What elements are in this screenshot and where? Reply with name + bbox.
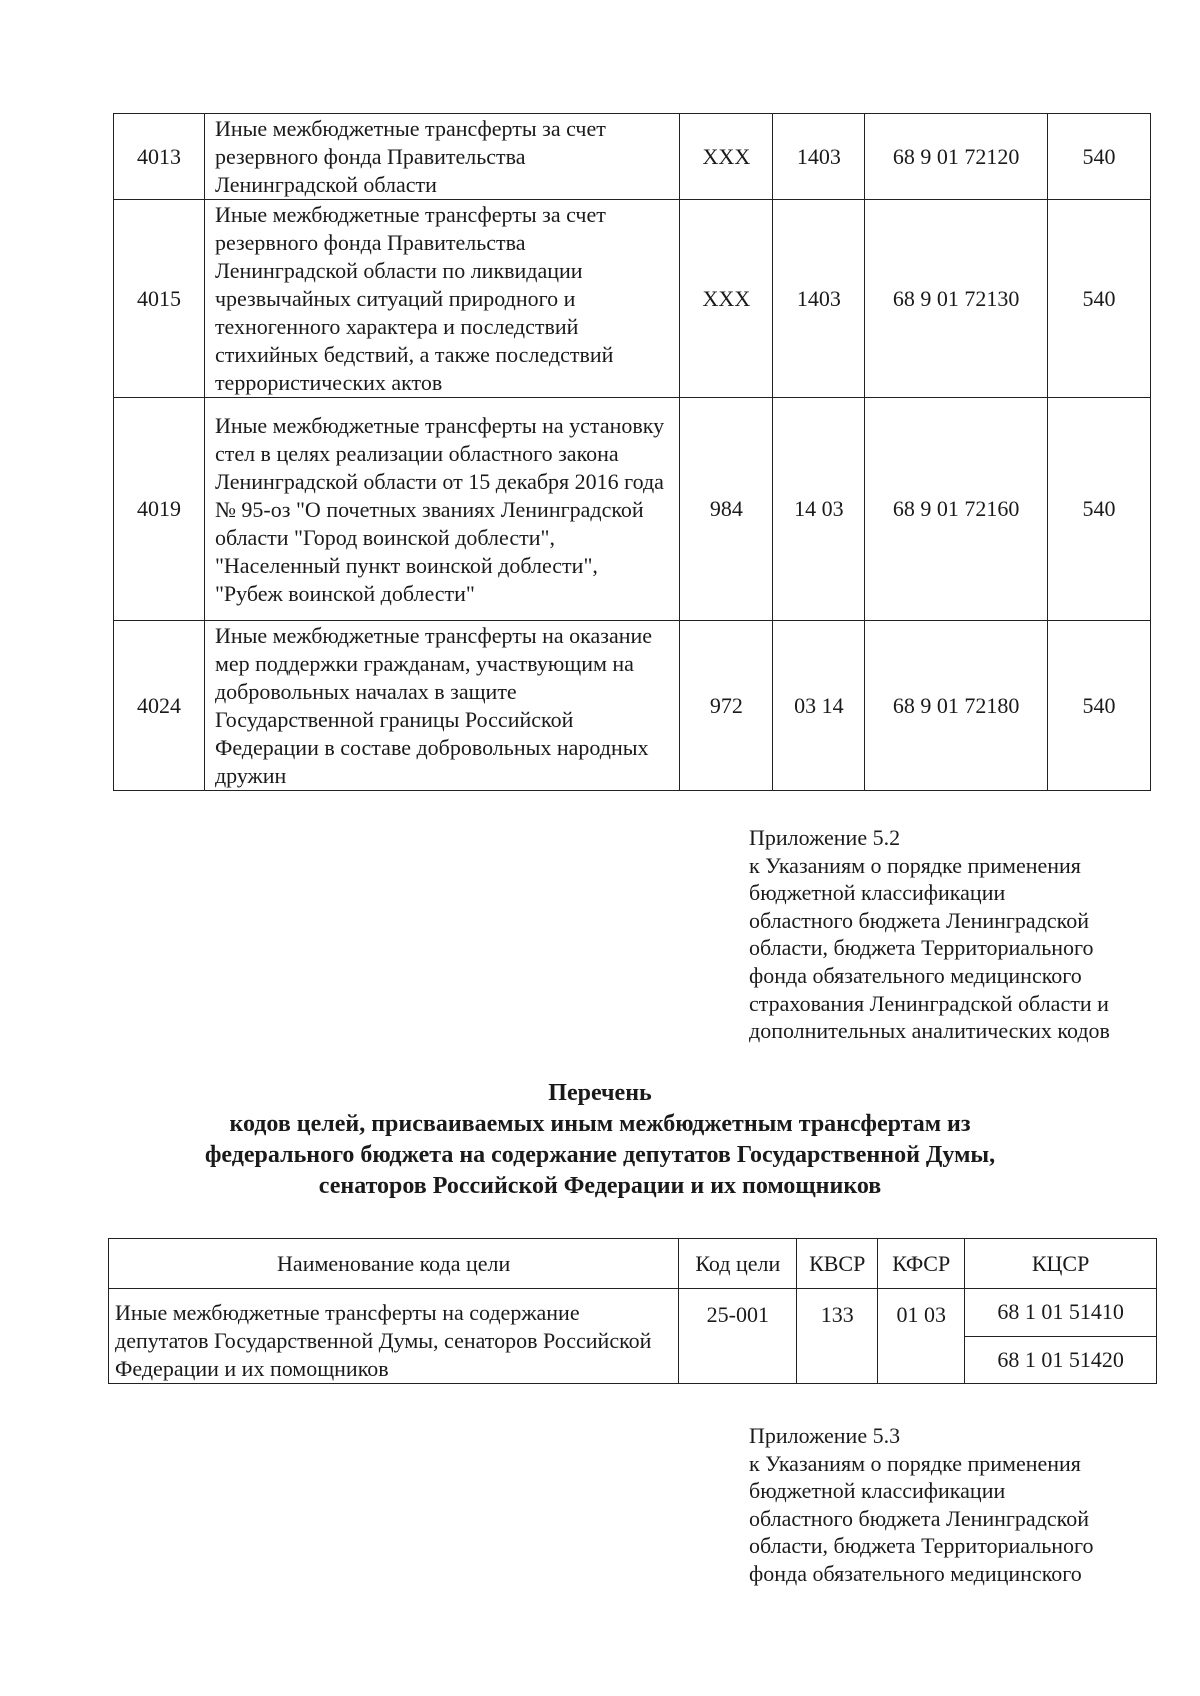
table-row <box>114 200 1151 398</box>
goal-name: Иные межбюджетные трансферты на содержание депутатов Государственной Думы, сенаторов Российской Федерации и их помощников <box>109 1289 679 1384</box>
title-line: федерального бюджета на содержание депутатов Государственной Думы, <box>204 1142 996 1168</box>
row-grbs: 984 <box>680 398 773 621</box>
appendix-line: области, бюджета Территориального <box>749 1533 1094 1559</box>
goal-kfsr: 01 03 <box>878 1289 965 1384</box>
appendix-line: бюджетной классификации <box>749 1478 1006 1504</box>
header-kvsr: КВСР <box>797 1239 878 1289</box>
goal-kvsr: 133 <box>797 1289 878 1384</box>
appendix-line: фонда обязательного медицинского <box>749 962 1082 988</box>
row-code: 4015 <box>114 200 205 398</box>
appendix-line: дополнительных аналитических кодов <box>749 1018 1110 1044</box>
transfers-table <box>113 113 1151 791</box>
row-rzpr: 03 14 <box>773 621 865 791</box>
header-kcsr: КЦСР <box>965 1239 1157 1289</box>
row-grbs: XXX <box>680 114 773 200</box>
appendix-line: Приложение 5.3 <box>749 1423 901 1448</box>
goal-code: 25-001 <box>679 1289 797 1384</box>
table-row <box>109 1289 1157 1337</box>
row-grbs: 972 <box>680 621 773 791</box>
appendix-line: страхования Ленинградской области и <box>749 990 1109 1016</box>
appendix-line: бюджетной классификации <box>749 880 1006 906</box>
header-goal-code: Код цели <box>679 1239 797 1289</box>
row-rzpr: 1403 <box>773 200 865 398</box>
row-code: 4024 <box>114 621 205 791</box>
title-line: кодов целей, присваиваемых иным межбюджетным трансфертам из <box>229 1111 971 1137</box>
table-row <box>114 114 1151 200</box>
row-name: Иные межбюджетные трансферты на оказание мер поддержки гражданам, участвующим на добровольных началах в защите Государственной границы Российской Федерации в составе добровольных народных дружин <box>204 621 679 791</box>
row-csr: 68 9 01 72120 <box>865 114 1048 200</box>
row-csr: 68 9 01 72130 <box>865 200 1048 398</box>
row-rzpr: 14 03 <box>773 398 865 621</box>
table-row <box>114 398 1151 621</box>
row-vr: 540 <box>1048 200 1151 398</box>
goal-kcsr: 68 1 01 51420 <box>965 1336 1157 1384</box>
row-code: 4013 <box>114 114 205 200</box>
title-line: сенаторов Российской Федерации и их помощников <box>318 1173 882 1199</box>
goal-kcsr: 68 1 01 51410 <box>965 1289 1157 1337</box>
section-title <box>100 1078 1100 1202</box>
goal-codes-table <box>108 1238 1157 1384</box>
appendix-line: Приложение 5.2 <box>749 825 901 850</box>
appendix-line: области, бюджета Территориального <box>749 935 1094 961</box>
appendix-line: фонда обязательного медицинского <box>749 1560 1082 1586</box>
appendix-5-2-header <box>749 824 1169 1045</box>
row-vr: 540 <box>1048 621 1151 791</box>
row-rzpr: 1403 <box>773 114 865 200</box>
row-name: Иные межбюджетные трансферты за счет резервного фонда Правительства Ленинградской области <box>204 114 679 200</box>
appendix-line: областного бюджета Ленинградской <box>749 907 1089 933</box>
header-kfsr: КФСР <box>878 1239 965 1289</box>
title-line: Перечень <box>548 1080 652 1106</box>
header-name: Наименование кода цели <box>109 1239 679 1289</box>
appendix-line: к Указаниям о порядке применения <box>749 852 1081 878</box>
row-code: 4019 <box>114 398 205 621</box>
row-grbs: XXX <box>680 200 773 398</box>
appendix-line: областного бюджета Ленинградской <box>749 1505 1089 1531</box>
table-header-row <box>109 1239 1157 1289</box>
appendix-line: к Указаниям о порядке применения <box>749 1450 1081 1476</box>
row-vr: 540 <box>1048 114 1151 200</box>
row-name: Иные межбюджетные трансферты на установку стел в целях реализации областного закона Ленинградской области от 15 декабря 2016 года № 95-оз "О почетных званиях Ленинградской области "Город воинской доблести", "Населенный пункт воинской доблести", "Рубеж воинской доблести" <box>204 398 679 621</box>
row-csr: 68 9 01 72180 <box>865 621 1048 791</box>
table-row <box>114 621 1151 791</box>
row-name: Иные межбюджетные трансферты за счет резервного фонда Правительства Ленинградской области по ликвидации чрезвычайных ситуаций природного и техногенного характера и последствий стихийных бедствий, а также последствий террористических актов <box>204 200 679 398</box>
appendix-5-3-header <box>749 1422 1169 1588</box>
row-vr: 540 <box>1048 398 1151 621</box>
row-csr: 68 9 01 72160 <box>865 398 1048 621</box>
